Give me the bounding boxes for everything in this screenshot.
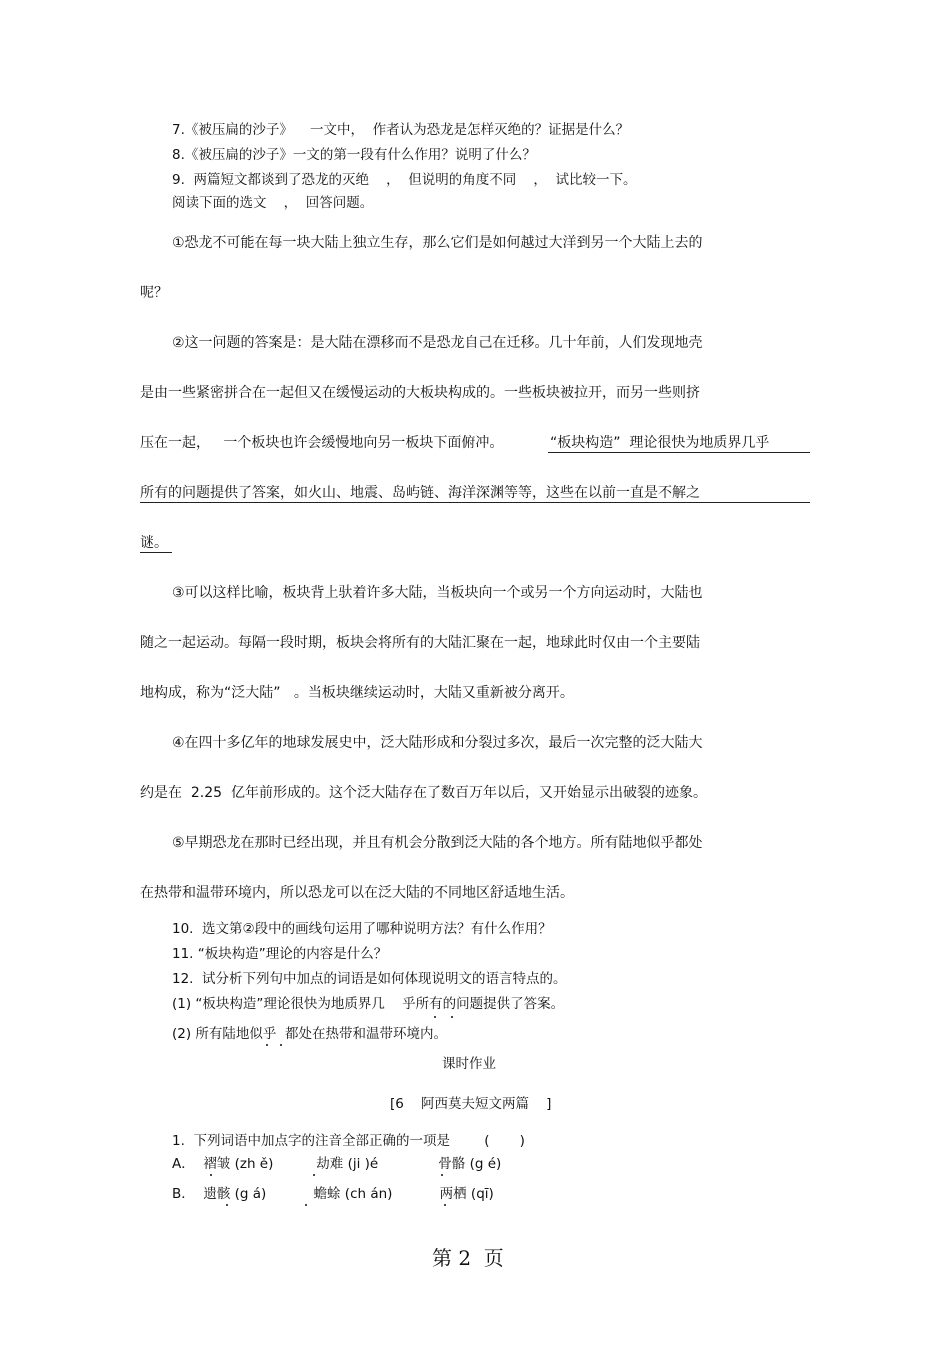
emphasis-dot	[210, 1174, 212, 1176]
passage-p1-line2: 呢？	[140, 285, 168, 301]
question-12-sub-1: (1) “板块构造”理论很快为地质界几 乎所有的问题提供了答案。	[172, 996, 565, 1012]
passage-p2-line2: 是由一些紧密拼合在一起但又在缓慢运动的大板块构成的。一些板块被拉开，而另一些则挤	[140, 385, 700, 401]
passage-p4-line2: 约是在 2.25 亿年前形成的。这个泛大陆存在了数百万年以后，又开始显示出破裂的迹象。	[140, 785, 707, 801]
emphasis-dot	[441, 1174, 443, 1176]
homework-question-1: 1. 下列词语中加点字的注音全部正确的一项是 ( )	[172, 1133, 525, 1149]
passage-p2-line4-underlined: 所有的问题提供了答案，如火山、地震、岛屿链、海洋深渊等等，这些在以前一直是不解之	[140, 485, 700, 501]
lesson-title: [6 阿西莫夫短文两篇 ]	[390, 1096, 552, 1112]
underline-segment-3	[140, 552, 172, 553]
emphasis-dot	[226, 1204, 228, 1206]
passage-p3-line3: 地构成，称为“泛大陆” 。当板块继续运动时，大陆又重新被分离开。	[140, 685, 574, 701]
passage-p3-line2: 随之一起运动。每隔一段时期，板块会将所有的大陆汇聚在一起，地球此时仅由一个主要陆	[140, 635, 700, 651]
question-7: 7.《被压扁的沙子》 一文中， 作者认为恐龙是怎样灭绝的？证据是什么？	[172, 122, 630, 138]
homework-title: 课时作业	[442, 1056, 496, 1072]
question-8: 8.《被压扁的沙子》一文的第一段有什么作用？说明了什么？	[172, 147, 536, 163]
passage-p2-line5-underlined: 谜。	[140, 535, 168, 551]
underline-segment-2	[140, 502, 810, 503]
passage-p4-line1: ④在四十多亿年的地球发展史中，泛大陆形成和分裂过多次，最后一次完整的泛大陆大	[172, 735, 703, 751]
passage-p3-line1: ③可以这样比喻，板块背上驮着许多大陆，当板块向一个或另一个方向运动时，大陆也	[172, 585, 703, 601]
passage-p2-line1: ②这一问题的答案是：是大陆在漂移而不是恐龙自己在迁移。几十年前，人们发现地壳	[172, 335, 703, 351]
option-a: A． 褶皱 (zh ě) 劫难 (ji )é 骨骼 (g é)	[172, 1156, 502, 1172]
emphasis-dot	[266, 1044, 268, 1046]
question-10: 10. 选文第②段中的画线句运用了哪种说明方法？有什么作用？	[172, 921, 552, 937]
passage-p1-line1: ①恐龙不可能在每一块大陆上独立生存，那么它们是如何越过大洋到另一个大陆上去的	[172, 235, 703, 251]
emphasis-dot	[444, 1204, 446, 1206]
emphasis-dot	[305, 1204, 307, 1206]
underline-segment-1	[548, 452, 810, 453]
question-12-sub-2: (2) 所有陆地似乎 都处在热带和温带环境内。	[172, 1026, 447, 1042]
passage-p2-line3a: 压在一起， 一个板块也许会缓慢地向另一板块下面俯冲。	[140, 435, 504, 451]
question-9: 9. 两篇短文都谈到了恐龙的灭绝 ， 但说明的角度不同 ， 试比较一下。	[172, 172, 637, 188]
option-b: B． 遗骸 (g á) 蟾蜍 (ch án) 两栖 (qī)	[172, 1186, 494, 1202]
emphasis-dot	[280, 1044, 282, 1046]
page-number: 第 2 页	[432, 1246, 504, 1270]
emphasis-dot	[313, 1174, 315, 1176]
passage-p5-line1: ⑤早期恐龙在那时已经出现，并且有机会分散到泛大陆的各个地方。所有陆地似乎都处	[172, 835, 703, 851]
question-12: 12. 试分析下列句中加点的词语是如何体现说明文的语言特点的。	[172, 971, 567, 987]
passage-p2-line3b-underlined: “板块构造” 理论很快为地质界几乎	[550, 435, 770, 451]
emphasis-dot	[451, 1016, 453, 1018]
passage-p5-line2: 在热带和温带环境内，所以恐龙可以在泛大陆的不同地区舒适地生活。	[140, 885, 574, 901]
question-11: 11. “板块构造”理论的内容是什么？	[172, 946, 388, 962]
emphasis-dot	[434, 1016, 436, 1018]
reading-instruction: 阅读下面的选文 ， 回答问题。	[172, 195, 374, 211]
